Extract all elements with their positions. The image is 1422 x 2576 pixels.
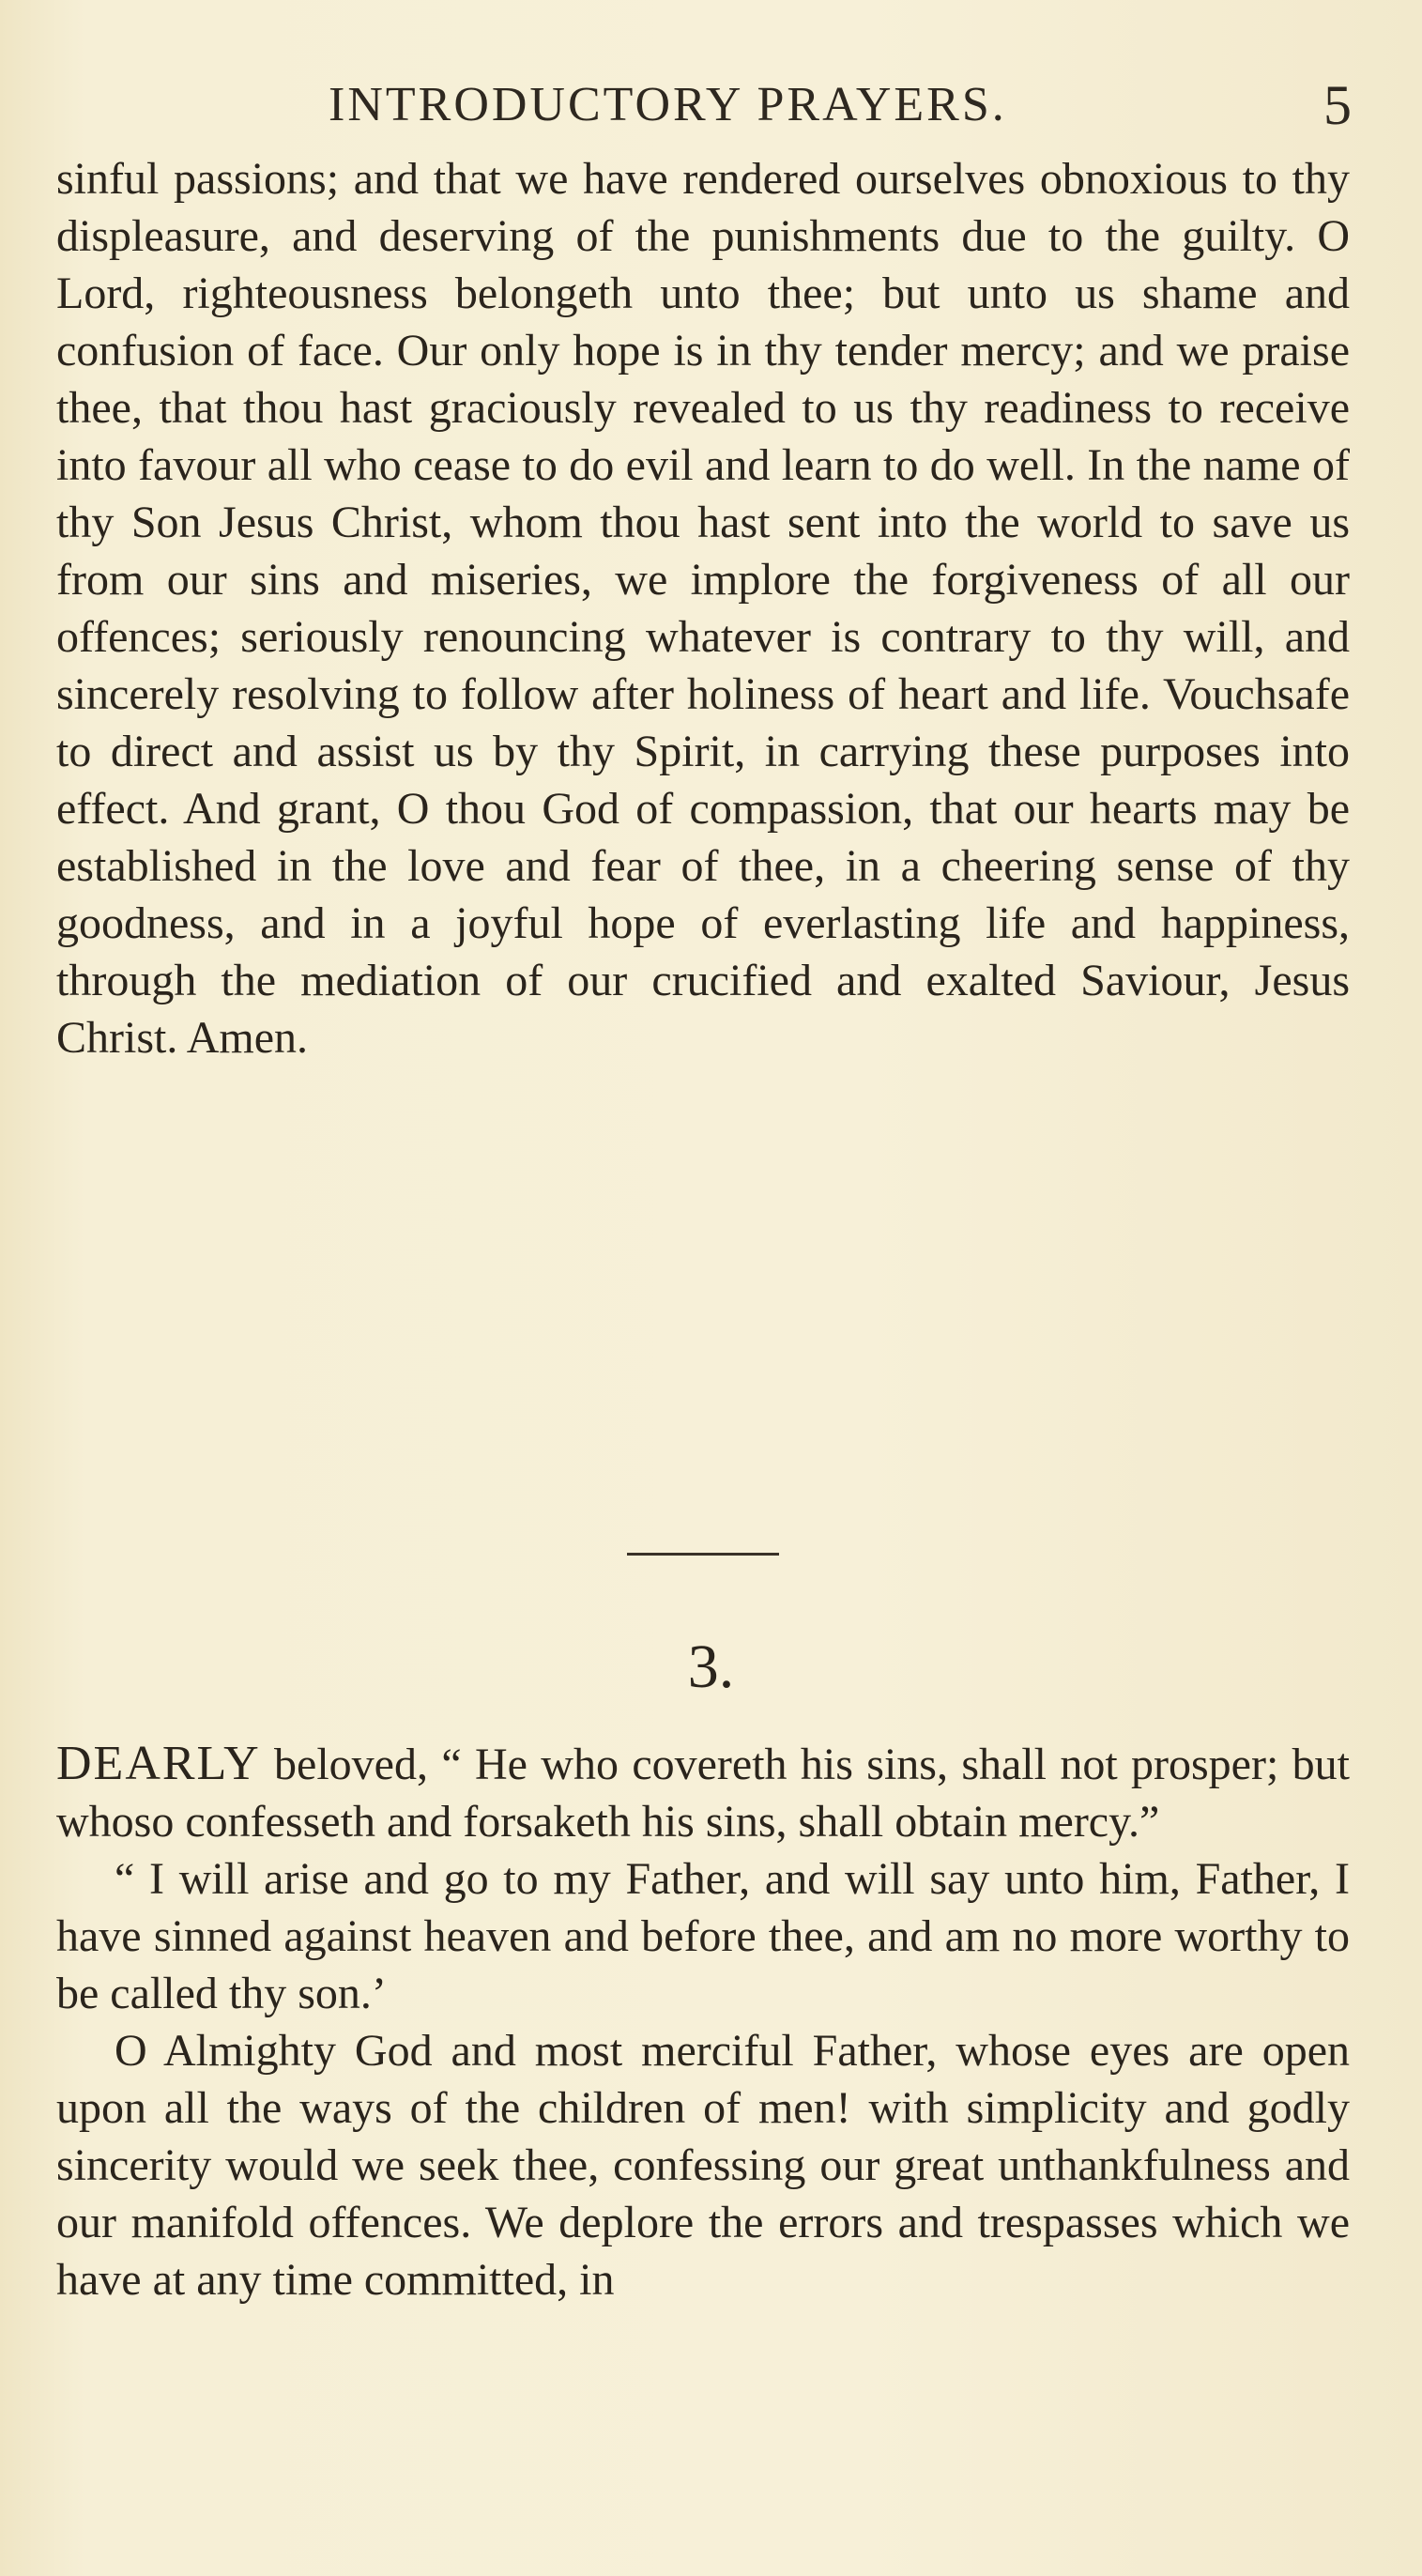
paragraph-1-text: beloved, “ He who covereth his sins, shall not prosper; but whoso confesseth and forsaketh his sins, shall obtain mercy.” xyxy=(56,1740,1350,1847)
prayer-three-paragraph-2: “ I will arise and go to my Father, and will say unto him, Father, I have sinned against heaven and before thee, and am no more worthy to be called thy son.’ xyxy=(56,1854,1350,2018)
prayer-three-paragraph-1 xyxy=(56,1735,1350,1850)
section-number: 3. xyxy=(687,1633,735,1701)
lead-word: DEARLY xyxy=(56,1737,261,1790)
prayer-continued xyxy=(56,150,1350,1066)
page-number: 5 xyxy=(1323,74,1352,136)
prayer-three-paragraph-3: O Almighty God and most merciful Father, whose eyes are open upon all the ways of the children of men! with simplicity and godly sincerity would we seek thee, confessing our great unthankfulness and our manifold offences. We deplore the errors and trespasses which we have at any time committed, in xyxy=(56,2026,1350,2305)
running-head: INTRODUCTORY PRAYERS. xyxy=(329,78,1007,131)
prayer-three xyxy=(56,1735,1350,2308)
prayer-continued-paragraph: sinful passions; and that we have rendered ourselves obnoxious to thy displeasure, and deserving of the punishments due to the guilty. O Lord, righteousness belongeth unto thee; but unto us shame and confusion of face. Our only hope is in thy tender mercy; and we praise thee, that thou hast graciously revealed to us thy readiness to receive into favour all who cease to do evil and learn to do well. In the name of thy Son Jesus Christ, whom thou hast sent into the world to save us from our sins and miseries, we implore the forgiveness of all our offences; seriously renouncing whatever is contrary to thy will, and sincerely resolving to follow after holiness of heart and life. Vouchsafe to direct and assist us by thy Spirit, in carrying these purposes into effect. And grant, O thou God of compassion, that our hearts may be established in the love and fear of thee, in a cheering sense of thy goodness, and in a joyful hope of everlasting life and happiness, through the mediation of our crucified and exalted Saviour, Jesus Christ. Amen. xyxy=(56,154,1350,1063)
page-header xyxy=(56,74,1352,143)
section-divider xyxy=(627,1553,779,1556)
